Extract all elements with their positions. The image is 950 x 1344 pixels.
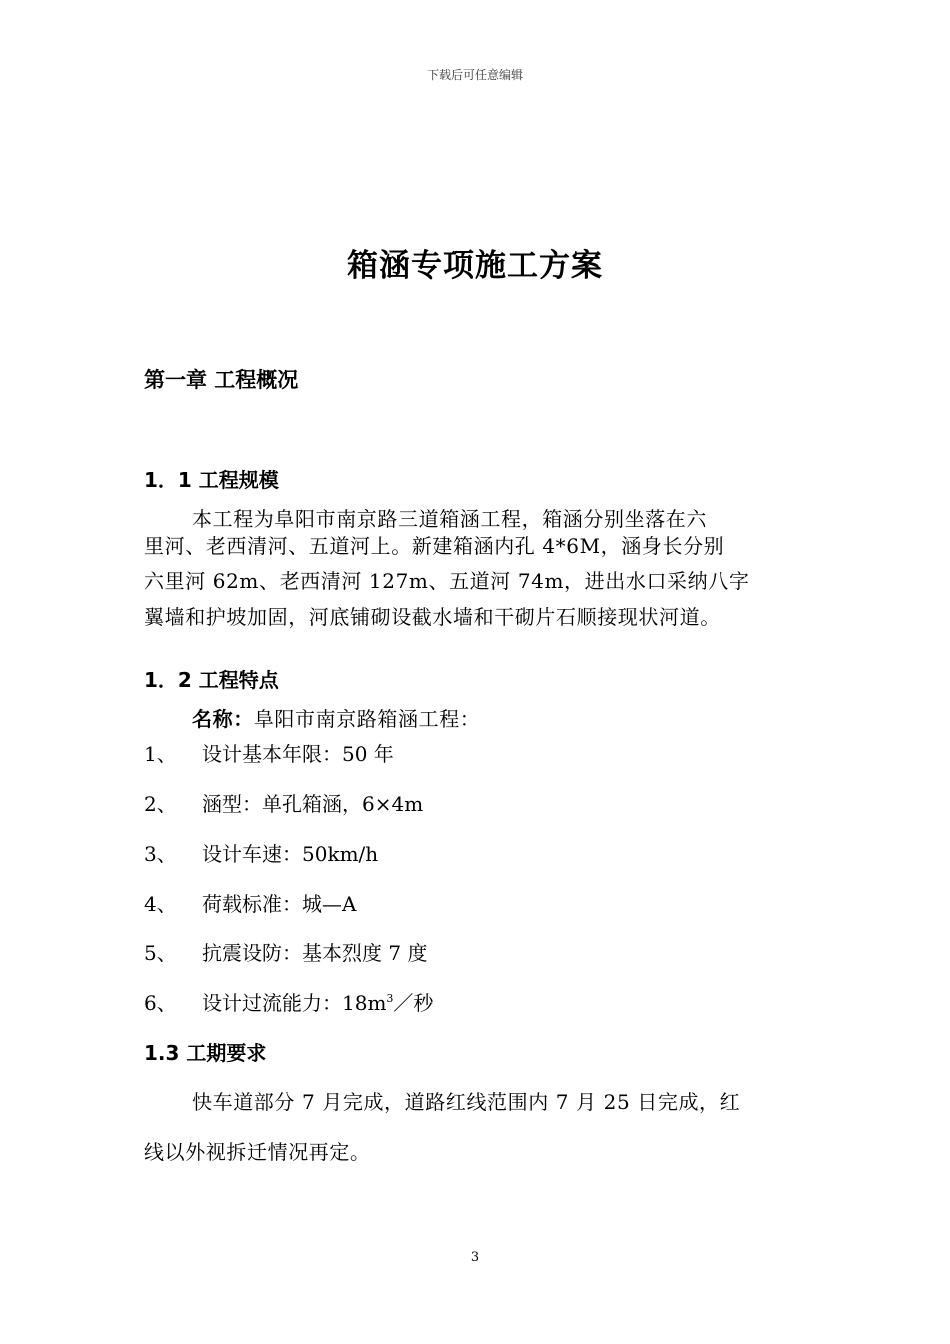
list-item: [144, 838, 378, 868]
list-number: 6、: [144, 991, 177, 1015]
project-name-label: 名称：: [192, 707, 254, 731]
list-number: 5、: [144, 941, 177, 965]
project-name-value: 阜阳市南京路箱涵工程：: [253, 707, 481, 731]
paragraph-line: 线以外视拆迁情况再定。: [144, 1140, 371, 1164]
chapter-heading: 第一章 工程概况: [144, 368, 299, 392]
list-item: [144, 987, 433, 1017]
list-text: 设计基本年限：50 年: [202, 742, 394, 766]
list-text: ／秒: [393, 991, 434, 1015]
paragraph-line: 六里河 62m、老西清河 127m、五道河 74m，进出水口采纳八字: [144, 569, 750, 593]
document-title: 箱涵专项施工方案: [347, 248, 603, 284]
header-note: 下载后可任意编辑: [426, 68, 523, 82]
list-number: 3、: [144, 842, 177, 866]
project-name-line: [192, 703, 480, 732]
list-item: [144, 937, 427, 967]
list-text: 涵型：单孔箱涵，6×4m: [202, 792, 424, 816]
list-text: 荷载标准：城—A: [202, 892, 357, 916]
superscript: 3: [386, 992, 394, 1005]
list-text: 抗震设防：基本烈度 7 度: [202, 941, 428, 965]
section-1-2-heading: 1．2 工程特点: [144, 668, 279, 692]
list-number: 1、: [144, 742, 177, 766]
list-item: [144, 888, 356, 918]
list-number: 4、: [144, 892, 177, 916]
paragraph-line: 翼墙和护坡加固，河底铺砌设截水墙和干砌片石顺接现状河道。: [144, 605, 721, 629]
section-1-1-heading: 1．1 工程规模: [144, 468, 279, 492]
list-text: 设计过流能力：18m: [202, 991, 387, 1015]
list-text: 设计车速：50km/h: [202, 842, 379, 866]
list-item: [144, 788, 423, 818]
list-item: [144, 738, 394, 768]
section-1-3-heading: 1.3 工期要求: [144, 1041, 267, 1065]
paragraph-line: 本工程为阜阳市南京路三道箱涵工程，箱涵分别坐落在六: [192, 507, 707, 531]
page-number: 3: [470, 1250, 480, 1265]
paragraph-line: 里河、老西清河、五道河上。新建箱涵内孔 4*6M，涵身长分别: [144, 534, 725, 558]
paragraph-line: 快车道部分 7 月完成，道路红线范围内 7 月 25 日完成，红: [192, 1090, 741, 1114]
list-number: 2、: [144, 792, 177, 816]
